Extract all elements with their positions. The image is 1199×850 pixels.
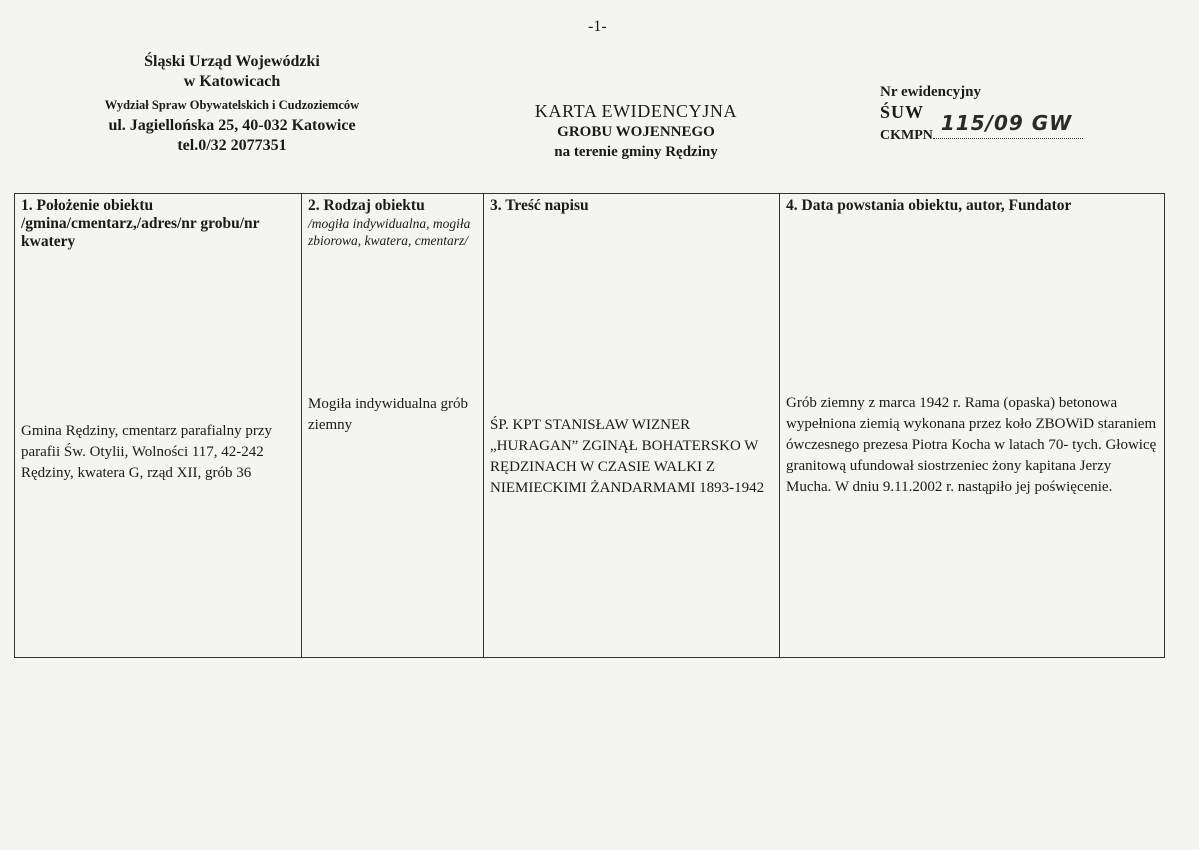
issuer-phone: tel.0/32 2077351 [177, 137, 287, 154]
issuer-department: Wydział Spraw Obywatelskich i Cudzoziemców [104, 98, 360, 112]
ckmpn-handwritten-value: 115/09 GW [940, 111, 1073, 135]
registry-office: ŚUW [880, 102, 925, 122]
column-title: 1. Położenie obiektu /gmina/cmentarz,/adres/nr grobu/nr kwatery [21, 197, 260, 250]
cell-origin [780, 194, 1165, 658]
table-row [15, 194, 1165, 658]
cell-location [15, 194, 302, 658]
column-title: 3. Treść napisu [490, 197, 589, 214]
title-main: KARTA EWIDENCYJNA [534, 101, 738, 121]
page-number: -1- [588, 18, 607, 35]
issuer-name: Śląski Urząd Wojewódzki [144, 53, 320, 70]
issuer-block [72, 52, 392, 156]
column-header-origin [786, 197, 1158, 215]
column-header-inscription [490, 197, 773, 215]
issuer-address: ul. Jagiellońska 25, 40-032 Katowice [108, 117, 356, 134]
inscription-value: ŚP. KPT STANISŁAW WIZNER „HURAGAN” ZGINĄŁ BOHATERSKO W RĘDZINACH W CZASIE WALKI Z NIEMIECKIMI ŻANDARMAMI 1893-1942 [490, 417, 765, 496]
column-header-type [308, 197, 477, 249]
location-value: Gmina Rędziny, cmentarz parafialny przy parafii Św. Otylii, Wolności 117, 42-242 Rędziny, kwatera G, rząd XII, grób 36 [21, 423, 273, 481]
column-title: 4. Data powstania obiektu, autor, Fundator [786, 197, 1072, 214]
column-subtitle: /mogiła indywidualna, mogiła zbiorowa, kwatera, cmentarz/ [308, 216, 471, 248]
issuer-city: w Katowicach [183, 73, 281, 90]
column-title: 2. Rodzaj obiektu [308, 197, 425, 214]
column-header-location [21, 197, 295, 251]
ckmpn-label: CKMPN [880, 128, 933, 143]
ckmpn-dotted-field [933, 111, 1083, 139]
record-table [14, 193, 1165, 658]
registry-label: Nr ewidencyjny [880, 84, 981, 100]
type-value: Mogiła indywidualna grób ziemny [308, 396, 468, 433]
document-title [496, 100, 776, 162]
origin-value: Grób ziemny z marca 1942 r. Rama (opaska) betonowa wypełniona ziemią wykonana przez koło ZBOWiD staraniem ówczesnego prezesa Piotra Kocha w latach 70- tych. Głowicę granitową ufundował siostrzeniec żony kapitana Jerzy Mucha. W dniu 9.11.2002 r. nastąpiło jej poświęcenie. [786, 395, 1157, 495]
cell-type [302, 194, 484, 658]
registry-block [880, 82, 1140, 147]
title-sub: GROBU WOJENNEGO [557, 124, 715, 140]
title-area: na terenie gminy Rędziny [554, 144, 718, 160]
cell-inscription [484, 194, 780, 658]
